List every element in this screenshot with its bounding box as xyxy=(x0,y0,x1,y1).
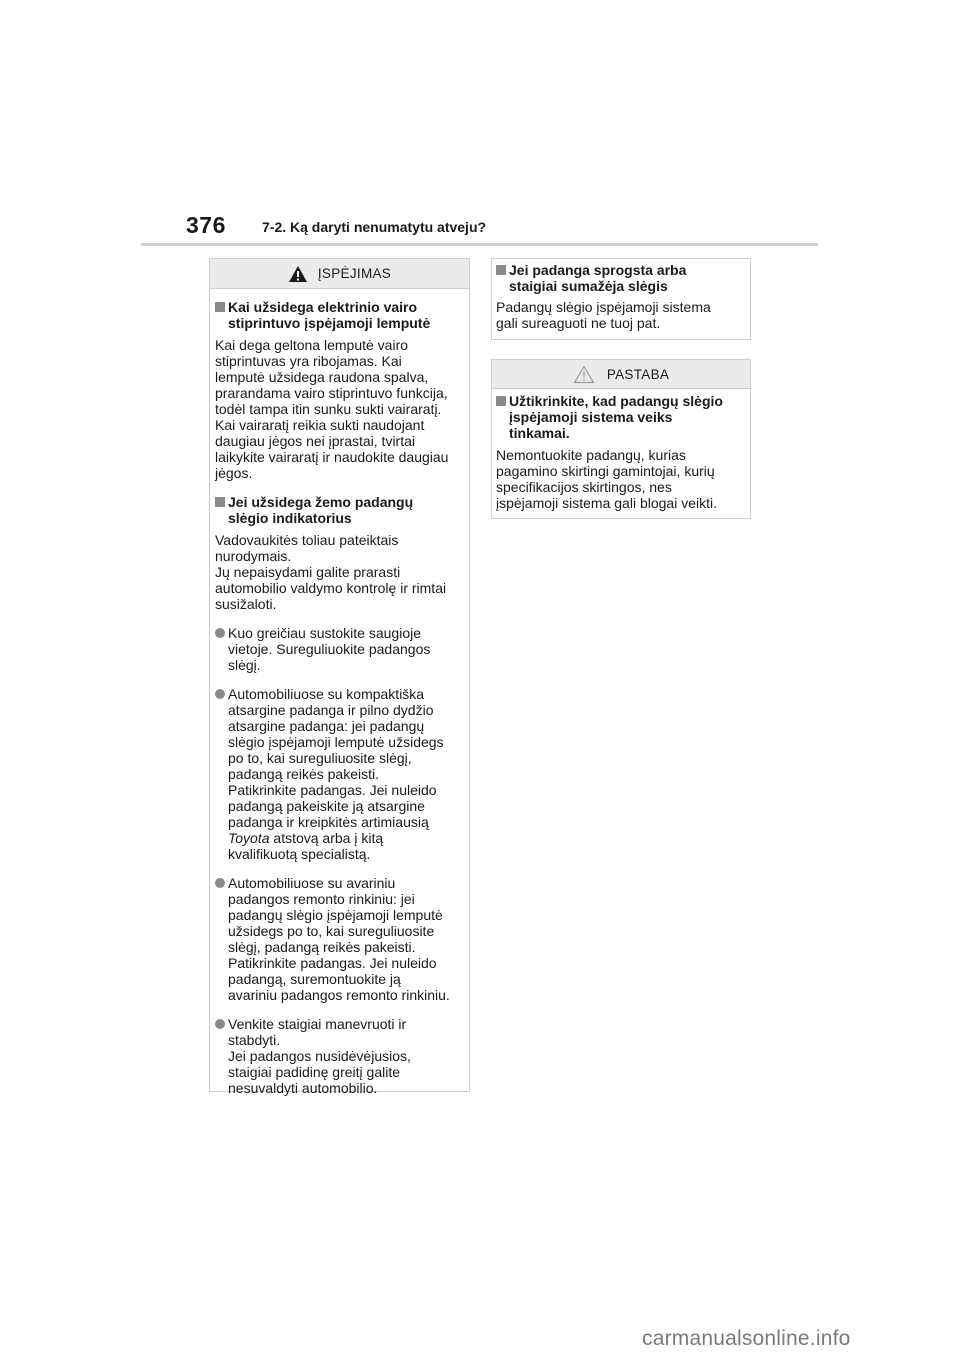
square-bullet-icon xyxy=(496,265,506,275)
section-heading: Kai užsidega elektrinio vairo stiprintuvo įspėjamoji lemputė xyxy=(215,299,456,331)
section-heading: Užtikrinkite, kad padangų slėgio įspėjamoji sistema veiks tinkamai. xyxy=(496,393,740,441)
section-heading: Jei užsidega žemo padangų slėgio indikatorius xyxy=(215,494,456,526)
section-heading: Jei padanga sprogsta arba staigiai sumažėja slėgis xyxy=(496,262,740,294)
square-bullet-icon xyxy=(215,497,225,507)
note-box xyxy=(491,359,751,519)
square-bullet-icon xyxy=(215,302,225,312)
list-item: Venkite staigiai manevruoti ir stabdyti. Jei padangos nusidėvėjusios, staigiai padidinę greitį galite nesuvaldyti automobilio. xyxy=(215,1016,456,1096)
note-box-header xyxy=(492,360,750,389)
round-bullet-icon xyxy=(215,878,225,888)
list-item: Automobiliuose su kompaktiška atsargine padanga ir pilno dydžio atsargine padanga: jei padangų slėgio įspėjamoji lemputė užsidegs po to, kai sureguliuosite slėgį, padangą reikės pakeisti. Patikrinkite padangas. Jei nuleido padangą pakeiskite ją atsargine padanga ir kreipkitės artimiausią Toyota atstovą arba į kitą kvalifikuotą specialistą. xyxy=(215,686,456,862)
section-title: 7-2. Ką daryti nenumatytu atveju? xyxy=(262,219,487,235)
warning-section-power-steering xyxy=(215,299,456,481)
page-number: 376 xyxy=(186,212,226,238)
section-paragraph: Nemontuokite padangų, kurias pagamino skirtingi gamintojai, kurių specifikacijos skirtingos, nes įspėjamoji sistema gali blogai veikti. xyxy=(496,447,717,511)
warning-triangle-icon xyxy=(288,265,308,283)
list-item: Automobiliuose su avariniu padangos remonto rinkiniu: jei padangų slėgio įspėjamoji lemputė užsidegs po to, kai sureguliuosite slėgį, padangą reikės pakeisti. Patikrinkite padangas. Jei nuleido padangą, suremontuokite ją avariniu padangos remonto rinkiniu. xyxy=(215,875,456,1003)
warning-box xyxy=(209,258,470,1096)
round-bullet-icon xyxy=(215,628,225,638)
watermark: carmanualsonline.info xyxy=(642,1327,851,1350)
section-paragraph: Padangų slėgio įspėjamoji sistema gali sureaguoti ne tuoj pat. xyxy=(496,299,711,331)
warning-section-low-pressure xyxy=(215,494,456,612)
caution-outline-triangle-icon xyxy=(573,365,595,384)
section-paragraph: Kai dega geltona lemputė vairo stiprintuvas yra ribojamas. Kai lemputė užsidega raudona spalva, prarandama vairo stiprintuvo funkcija, todėl tampa itin sunku sukti vairaratį. Kai vairaratį reikia sukti naudojant daugiau jėgos nei įprastai, tvirtai laikykite vairaratį ir naudokite daugiau jėgos. xyxy=(215,337,449,481)
warning-box-header xyxy=(210,259,469,289)
list-item: Kuo greičiau sustokite saugioje vietoje. Sureguliuokite padangos slėgį. xyxy=(215,625,456,673)
round-bullet-icon xyxy=(215,689,225,699)
note-box-title: PASTABA xyxy=(606,366,670,382)
section-paragraph: Vadovaukitės toliau pateiktais nurodymais. Jų nepaisydami galite prarasti automobilio valdymo kontrolę ir rimtai susižaloti. xyxy=(215,532,447,612)
brand-name: Toyota xyxy=(228,830,270,846)
blowout-box xyxy=(491,258,751,340)
square-bullet-icon xyxy=(496,396,506,406)
header-rule xyxy=(141,243,818,246)
warning-box-title: ĮSPĖJIMAS xyxy=(317,266,392,281)
round-bullet-icon xyxy=(215,1019,225,1029)
